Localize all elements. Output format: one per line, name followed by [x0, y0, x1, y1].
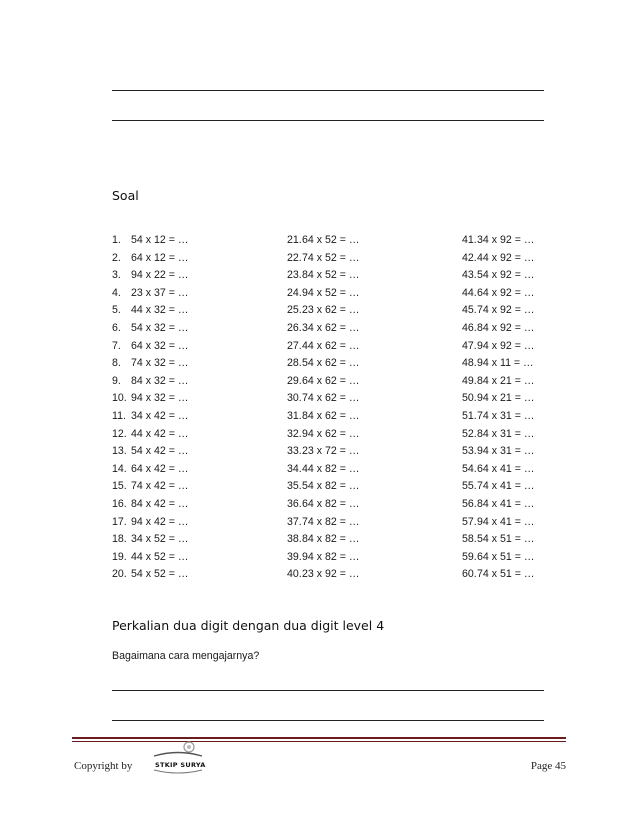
problem-expression: 64 x 62 = …	[302, 374, 360, 387]
problem-item	[462, 250, 534, 268]
problem-expression: 34 x 52 = …	[131, 533, 189, 546]
problem-number: 38.	[287, 533, 302, 546]
problem-column-1	[112, 232, 188, 584]
problem-item	[112, 478, 188, 496]
problem-expression: 84 x 41 = …	[477, 497, 535, 510]
problem-item	[462, 390, 534, 408]
problem-item	[287, 531, 359, 549]
problem-expression: 74 x 62 = …	[302, 392, 360, 405]
problem-number: 32.	[287, 427, 302, 440]
problem-expression: 74 x 52 = …	[302, 251, 360, 264]
problem-expression: 54 x 51 = …	[477, 533, 535, 546]
problem-number: 3.	[112, 269, 121, 282]
problem-expression: 44 x 82 = …	[302, 462, 360, 475]
problem-expression: 84 x 42 = …	[131, 497, 189, 510]
problem-item	[462, 267, 534, 285]
problem-expression: 34 x 92 = …	[477, 234, 535, 246]
problem-item	[287, 232, 359, 250]
problem-number: 47.	[462, 339, 477, 352]
problem-number: 18.	[112, 533, 127, 546]
problem-expression: 44 x 32 = …	[131, 304, 189, 317]
problem-number: 49.	[462, 374, 477, 387]
problem-item	[112, 390, 188, 408]
problem-expression: 44 x 52 = …	[131, 550, 189, 563]
problem-number: 21.	[287, 234, 302, 246]
problem-number: 55.	[462, 480, 477, 493]
problem-item	[112, 373, 188, 391]
problem-item	[112, 338, 188, 356]
problem-item	[462, 302, 534, 320]
problem-number: 2.	[112, 251, 121, 264]
problem-expression: 94 x 22 = …	[131, 269, 189, 282]
problem-expression: 74 x 92 = …	[477, 304, 535, 317]
problem-item	[287, 355, 359, 373]
problem-number: 50.	[462, 392, 477, 405]
problem-item	[287, 566, 359, 584]
problem-item	[112, 267, 188, 285]
problem-number: 34.	[287, 462, 302, 475]
problem-expression: 54 x 12 = …	[131, 234, 189, 246]
problem-number: 42.	[462, 251, 477, 264]
problem-item	[287, 443, 359, 461]
problem-expression: 94 x 11 = …	[477, 357, 534, 370]
problem-number: 30.	[287, 392, 302, 405]
stkip-surya-logo-icon	[148, 740, 208, 776]
problem-item	[287, 496, 359, 514]
problem-number: 1.	[112, 234, 121, 246]
problem-expression: 94 x 41 = …	[477, 515, 535, 528]
problem-number: 54.	[462, 462, 477, 475]
problem-number: 20.	[112, 568, 127, 581]
problem-number: 12.	[112, 427, 127, 440]
problem-number: 23.	[287, 269, 302, 282]
problem-expression: 84 x 52 = …	[302, 269, 360, 282]
problem-number: 43.	[462, 269, 477, 282]
problem-expression: 84 x 32 = …	[131, 374, 189, 387]
problem-item	[462, 338, 534, 356]
problem-item	[112, 514, 188, 532]
problem-number: 45.	[462, 304, 477, 317]
problem-item	[112, 320, 188, 338]
problem-item	[112, 250, 188, 268]
problem-expression: 54 x 62 = …	[302, 357, 360, 370]
problem-item	[112, 549, 188, 567]
problem-expression: 74 x 31 = …	[477, 409, 535, 422]
problem-expression: 44 x 42 = …	[131, 427, 189, 440]
problem-expression: 94 x 52 = …	[302, 286, 360, 299]
problem-expression: 64 x 42 = …	[131, 462, 189, 475]
problem-number: 27.	[287, 339, 302, 352]
problem-expression: 84 x 62 = …	[302, 409, 360, 422]
problem-number: 36.	[287, 497, 302, 510]
problem-item	[462, 496, 534, 514]
problem-item	[112, 461, 188, 479]
problem-number: 39.	[287, 550, 302, 563]
problem-number: 35.	[287, 480, 302, 493]
problem-number: 16.	[112, 497, 127, 510]
problem-expression: 64 x 32 = …	[131, 339, 189, 352]
problem-item	[287, 390, 359, 408]
answer-line	[112, 90, 544, 91]
problem-item	[112, 355, 188, 373]
problem-number: 57.	[462, 515, 477, 528]
problem-expression: 94 x 92 = …	[477, 339, 535, 352]
problem-item	[112, 285, 188, 303]
problem-number: 28.	[287, 357, 302, 370]
problem-expression: 74 x 82 = …	[302, 515, 360, 528]
problem-number: 33.	[287, 445, 302, 458]
problem-expression: 54 x 42 = …	[131, 445, 189, 458]
problem-expression: 74 x 32 = …	[131, 357, 189, 370]
problem-item	[462, 478, 534, 496]
problem-number: 6.	[112, 321, 121, 334]
problem-expression: 84 x 82 = …	[302, 533, 360, 546]
problem-expression: 74 x 51 = …	[477, 568, 535, 581]
logo-text: STKIP SURYA	[155, 761, 206, 769]
problem-expression: 84 x 31 = …	[477, 427, 535, 440]
problem-expression: 64 x 41 = …	[477, 462, 535, 475]
problem-number: 24.	[287, 286, 302, 299]
problem-item	[462, 514, 534, 532]
problem-expression: 54 x 52 = …	[131, 568, 189, 581]
problem-expression: 94 x 21 = …	[477, 392, 535, 405]
problem-item	[462, 443, 534, 461]
problem-item	[287, 320, 359, 338]
problem-item	[287, 549, 359, 567]
problem-item	[462, 285, 534, 303]
problem-number: 26.	[287, 321, 302, 334]
problem-column-3	[462, 232, 534, 584]
problem-number: 48.	[462, 357, 477, 370]
problem-item	[112, 302, 188, 320]
problem-item	[112, 496, 188, 514]
problem-item	[462, 408, 534, 426]
problem-expression: 23 x 92 = …	[302, 568, 360, 581]
problem-expression: 64 x 52 = …	[302, 234, 360, 246]
problem-number: 14.	[112, 462, 127, 475]
problem-number: 56.	[462, 497, 477, 510]
problem-item	[287, 408, 359, 426]
footer-rule	[72, 737, 566, 739]
problem-number: 17.	[112, 515, 127, 528]
problem-number: 19.	[112, 550, 127, 563]
problem-item	[462, 531, 534, 549]
problem-item	[287, 426, 359, 444]
problem-number: 37.	[287, 515, 302, 528]
problem-number: 10.	[112, 392, 127, 405]
problem-expression: 64 x 12 = …	[131, 251, 189, 264]
answer-line	[112, 720, 544, 721]
answer-line	[112, 690, 544, 691]
problem-number: 5.	[112, 304, 121, 317]
problem-number: 9.	[112, 374, 121, 387]
problem-expression: 44 x 92 = …	[477, 251, 535, 264]
question-text: Bagaimana cara mengajarnya?	[112, 650, 260, 662]
problem-expression: 44 x 62 = …	[302, 339, 360, 352]
problem-item	[462, 426, 534, 444]
problem-number: 46.	[462, 321, 477, 334]
problem-expression: 64 x 51 = …	[477, 550, 535, 563]
problem-item	[287, 514, 359, 532]
problem-expression: 23 x 62 = …	[302, 304, 360, 317]
problem-item	[287, 267, 359, 285]
problem-expression: 34 x 62 = …	[302, 321, 360, 334]
problem-expression: 54 x 92 = …	[477, 269, 535, 282]
problem-expression: 34 x 42 = …	[131, 409, 189, 422]
problem-expression: 23 x 72 = …	[302, 445, 360, 458]
problem-number: 31.	[287, 409, 302, 422]
problem-expression: 64 x 82 = …	[302, 497, 360, 510]
problem-item	[462, 566, 534, 584]
problem-expression: 54 x 32 = …	[131, 321, 189, 334]
problem-number: 59.	[462, 550, 477, 563]
problem-expression: 23 x 37 = …	[131, 286, 189, 299]
problem-item	[112, 408, 188, 426]
problem-number: 11.	[112, 409, 126, 422]
problem-item	[112, 426, 188, 444]
problem-expression: 74 x 41 = …	[477, 480, 535, 493]
problem-number: 8.	[112, 357, 121, 370]
problem-number: 53.	[462, 445, 477, 458]
problem-item	[462, 373, 534, 391]
problem-expression: 94 x 31 = …	[477, 445, 535, 458]
problem-expression: 94 x 82 = …	[302, 550, 360, 563]
problem-column-2	[287, 232, 359, 584]
problem-number: 22.	[287, 251, 302, 264]
problem-expression: 94 x 32 = …	[131, 392, 189, 405]
problem-number: 15.	[112, 480, 127, 493]
answer-line	[112, 120, 544, 121]
problem-item	[462, 461, 534, 479]
problem-item	[112, 443, 188, 461]
problem-expression: 74 x 42 = …	[131, 480, 189, 493]
problem-number: 60.	[462, 568, 477, 581]
problem-expression: 94 x 42 = …	[131, 515, 189, 528]
problem-expression: 64 x 92 = …	[477, 286, 535, 299]
problem-item	[112, 232, 188, 250]
problem-number: 40.	[287, 568, 302, 581]
section-title-soal: Soal	[112, 188, 139, 203]
problem-expression: 84 x 92 = …	[477, 321, 535, 334]
problem-number: 51.	[462, 409, 477, 422]
problem-number: 13.	[112, 445, 127, 458]
problem-item	[287, 478, 359, 496]
problem-number: 25.	[287, 304, 302, 317]
problem-item	[112, 566, 188, 584]
footer-copyright: Copyright by	[74, 760, 133, 772]
problem-item	[462, 232, 534, 250]
problem-number: 41.	[462, 234, 477, 246]
problem-item	[287, 461, 359, 479]
problem-item	[287, 302, 359, 320]
problem-number: 58.	[462, 533, 477, 546]
problem-item	[287, 285, 359, 303]
problem-item	[462, 549, 534, 567]
problem-expression: 54 x 82 = …	[302, 480, 360, 493]
level-title: Perkalian dua digit dengan dua digit level 4	[112, 618, 385, 633]
problem-number: 7.	[112, 339, 121, 352]
problem-expression: 94 x 62 = …	[302, 427, 360, 440]
problem-item	[287, 373, 359, 391]
problem-item	[287, 250, 359, 268]
problem-item	[287, 338, 359, 356]
problem-number: 44.	[462, 286, 477, 299]
problem-number: 29.	[287, 374, 302, 387]
problem-expression: 84 x 21 = …	[477, 374, 535, 387]
footer-rule	[72, 741, 566, 742]
problem-number: 4.	[112, 286, 121, 299]
problem-item	[112, 531, 188, 549]
problem-item	[462, 320, 534, 338]
problem-item	[462, 355, 534, 373]
problem-number: 52.	[462, 427, 477, 440]
page-number: Page 45	[530, 760, 566, 772]
